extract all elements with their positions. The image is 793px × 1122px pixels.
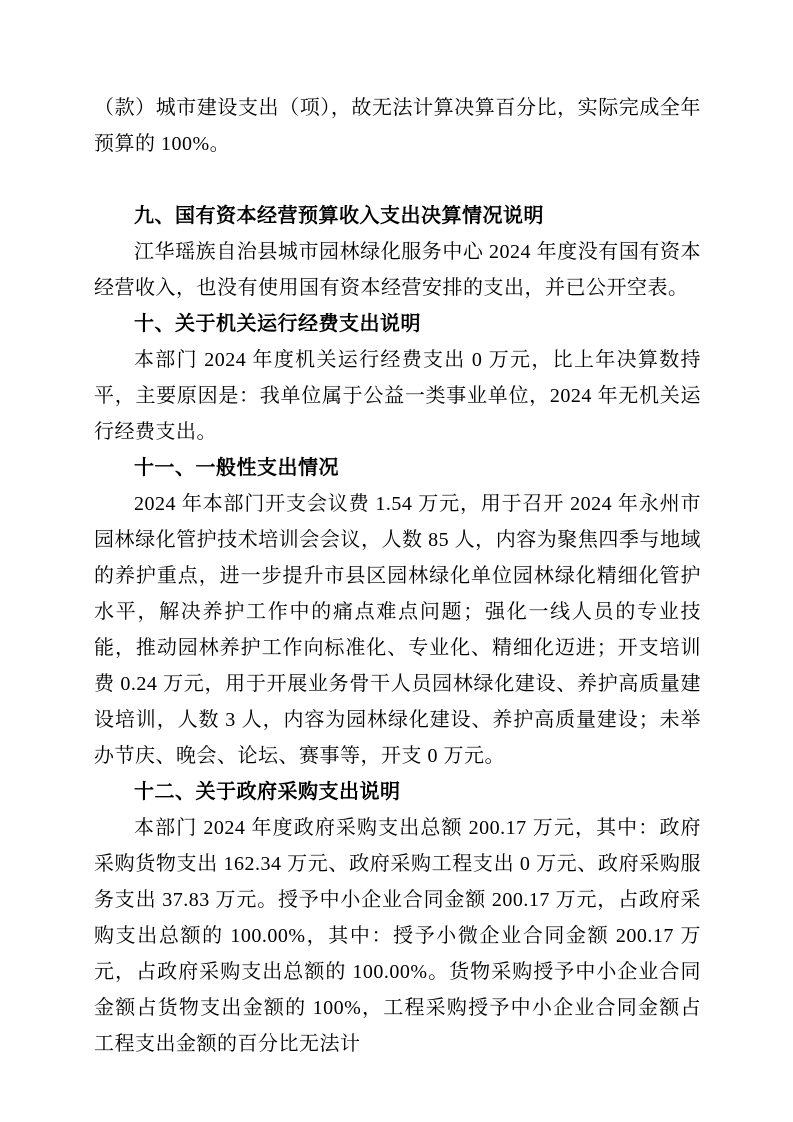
blank-line xyxy=(94,162,701,198)
heading-section-10: 十、关于机关运行经费支出说明 xyxy=(134,313,421,335)
paragraph-continuation: （款）城市建设支出（项），故无法计算决算百分比，实际完成全年预算的 100%。 xyxy=(94,97,701,155)
paragraph-section-9: 江华瑶族自治县城市园林绿化服务中心 2024 年度没有国有资本经营收入，也没有使用国有资本经营安排的支出，并已公开空表。 xyxy=(94,241,701,299)
heading-section-9: 九、国有资本经营预算收入支出决算情况说明 xyxy=(134,205,544,227)
heading-section-12: 十二、关于政府采购支出说明 xyxy=(134,781,401,803)
paragraph-section-12: 本部门 2024 年度政府采购支出总额 200.17 万元，其中：政府采购货物支出 162.34 万元、政府采购工程支出 0 万元、政府采购服务支出 37.83 万元。授予中小企业合同金额 200.17 万元，占政府采购支出总额的 100.00%，其中：授予小微企业合同金额 200.17 万元，占政府采购支出总额的 100.00%。货物采购授予中小企业合同金额占货物支出金额的 100%，工程采购授予中小企业合同金额占工程支出金额的百分比无法计 xyxy=(94,817,701,1055)
paragraph-section-11: 2024 年本部门开支会议费 1.54 万元，用于召开 2024 年永州市园林绿化管护技术培训会会议，人数 85 人，内容为聚焦四季与地域的养护重点，进一步提升市县区园林绿化单位园林绿化精细化管护水平，解决养护工作中的痛点难点问题；强化一线人员的专业技能，推动园林养护工作向标准化、专业化、精细化迈进；开支培训费 0.24 万元，用于开展业务骨干人员园林绿化建设、养护高质量建设培训，人数 3 人，内容为园林绿化建设、养护高质量建设；未举办节庆、晚会、论坛、赛事等，开支 0 万元。 xyxy=(94,493,701,767)
paragraph-section-10: 本部门 2024 年度机关运行经费支出 0 万元，比上年决算数持平，主要原因是：我单位属于公益一类事业单位，2024 年无机关运行经费支出。 xyxy=(94,349,701,443)
heading-section-11: 十一、一般性支出情况 xyxy=(134,457,339,479)
